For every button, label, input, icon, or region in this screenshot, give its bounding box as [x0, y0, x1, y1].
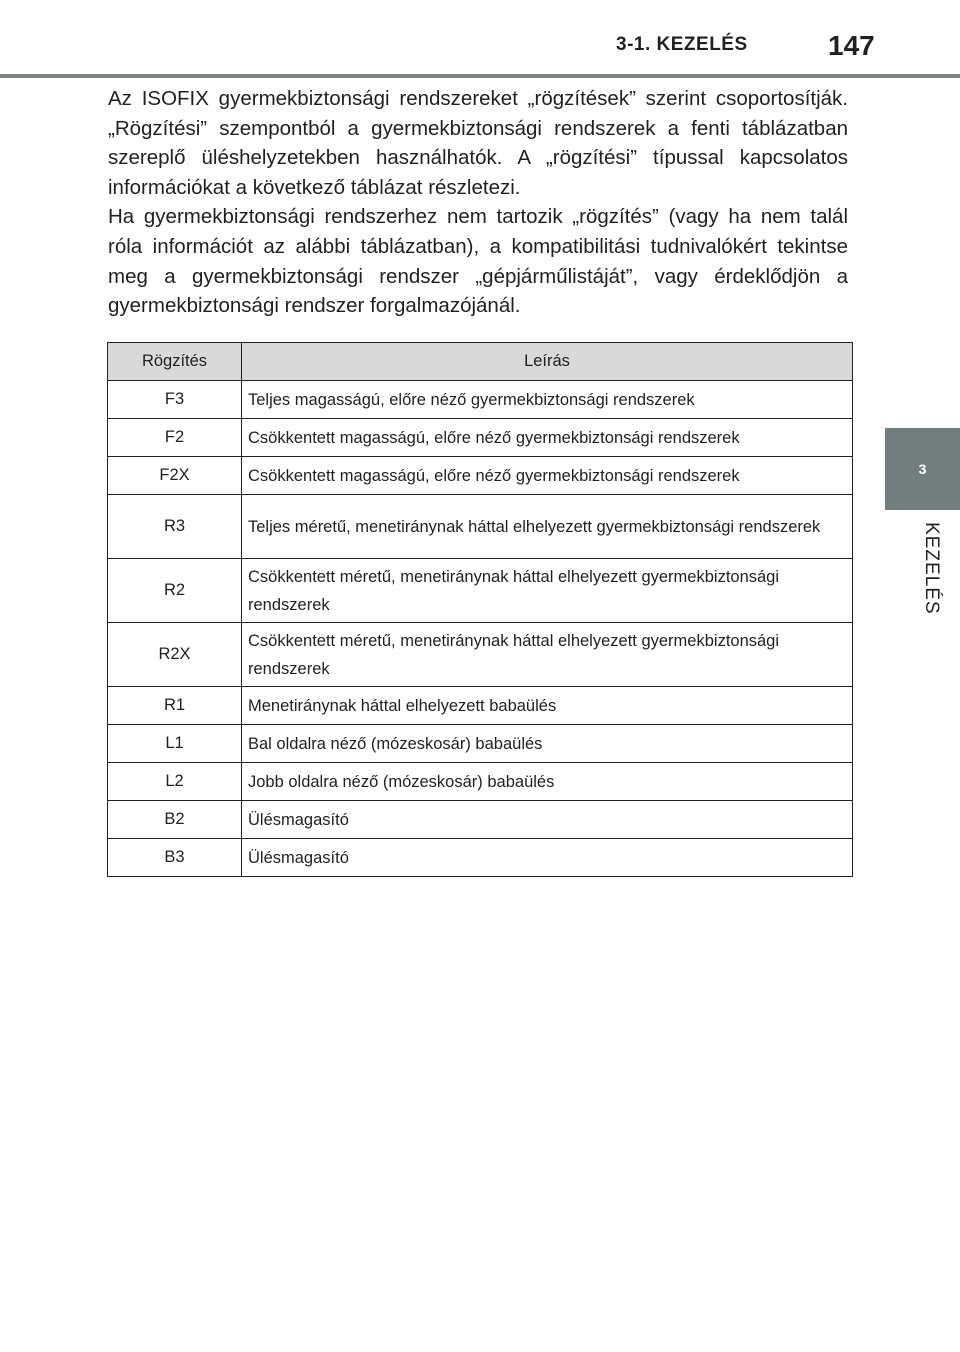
- fixture-description: Ülésmagasító: [242, 839, 853, 877]
- fixture-code: L2: [108, 763, 242, 801]
- fixture-code: R1: [108, 687, 242, 725]
- fixture-description: Teljes méretű, menetiránynak háttal elhelyezett gyermekbiztonsági rendszerek: [242, 495, 853, 559]
- chapter-tab: 3: [885, 428, 960, 510]
- fixture-description: Csökkentett magasságú, előre néző gyermekbiztonsági rendszerek: [242, 457, 853, 495]
- column-header-description: Leírás: [242, 343, 853, 381]
- fixture-description: Csökkentett méretű, menetiránynak háttal elhelyezett gyermekbiztonsági rendszerek: [242, 623, 853, 687]
- table-row: [108, 559, 853, 623]
- table-row: [108, 687, 853, 725]
- page-number: 147: [828, 30, 875, 61]
- table-row: [108, 381, 853, 419]
- intro-paragraph-2: Ha gyermekbiztonsági rendszerhez nem tartozik „rögzítés” (vagy ha nem talál róla információt az alábbi táblázatban), a kompatibilitási tudnivalókért tekintse meg a gyermekbiztonsági rendszer „gépjárműlistáját”, vagy érdeklődjön a gyermekbiztonsági rendszer forgalmazójánál.: [108, 205, 848, 318]
- intro-text: [108, 84, 848, 321]
- fixture-description: Ülésmagasító: [242, 801, 853, 839]
- table-row: [108, 725, 853, 763]
- fixture-description: Csökkentett méretű, menetiránynak háttal elhelyezett gyermekbiztonsági rendszerek: [242, 559, 853, 623]
- fixture-code: F3: [108, 381, 242, 419]
- table-row: [108, 763, 853, 801]
- fixture-description: Csökkentett magasságú, előre néző gyermekbiztonsági rendszerek: [242, 419, 853, 457]
- table-row: [108, 839, 853, 877]
- page-header: [0, 0, 960, 80]
- chapter-tab-label: KEZELÉS: [921, 522, 942, 615]
- table-header-row: [108, 343, 853, 381]
- table-row: [108, 457, 853, 495]
- fixture-code: R3: [108, 495, 242, 559]
- fixture-description: Jobb oldalra néző (mózeskosár) babaülés: [242, 763, 853, 801]
- fixture-code: R2: [108, 559, 242, 623]
- fixture-code: L1: [108, 725, 242, 763]
- table-row: [108, 495, 853, 559]
- fixture-code: F2: [108, 419, 242, 457]
- fixture-description: Menetiránynak háttal elhelyezett babaülés: [242, 687, 853, 725]
- fixture-code: F2X: [108, 457, 242, 495]
- intro-paragraph-1: Az ISOFIX gyermekbiztonsági rendszereket „rögzítések” szerint csoportosítják. „Rögzítési” szempontból a gyermekbiztonsági rendszerek a fenti táblázatban szereplő üléshelyzetekben használhatók. A „rögzítési” típussal kapcsolatos információkat a következő táblázat részletezi.: [108, 87, 848, 199]
- table-row: [108, 419, 853, 457]
- section-title: 3-1. KEZELÉS: [616, 34, 748, 55]
- fixture-description: Bal oldalra néző (mózeskosár) babaülés: [242, 725, 853, 763]
- column-header-fixture: Rögzítés: [108, 343, 242, 381]
- table-row: [108, 801, 853, 839]
- fixture-code: R2X: [108, 623, 242, 687]
- header-rule: [0, 74, 960, 78]
- fixture-table: [107, 342, 853, 877]
- fixture-description: Teljes magasságú, előre néző gyermekbiztonsági rendszerek: [242, 381, 853, 419]
- table-row: [108, 623, 853, 687]
- fixture-code: B3: [108, 839, 242, 877]
- fixture-code: B2: [108, 801, 242, 839]
